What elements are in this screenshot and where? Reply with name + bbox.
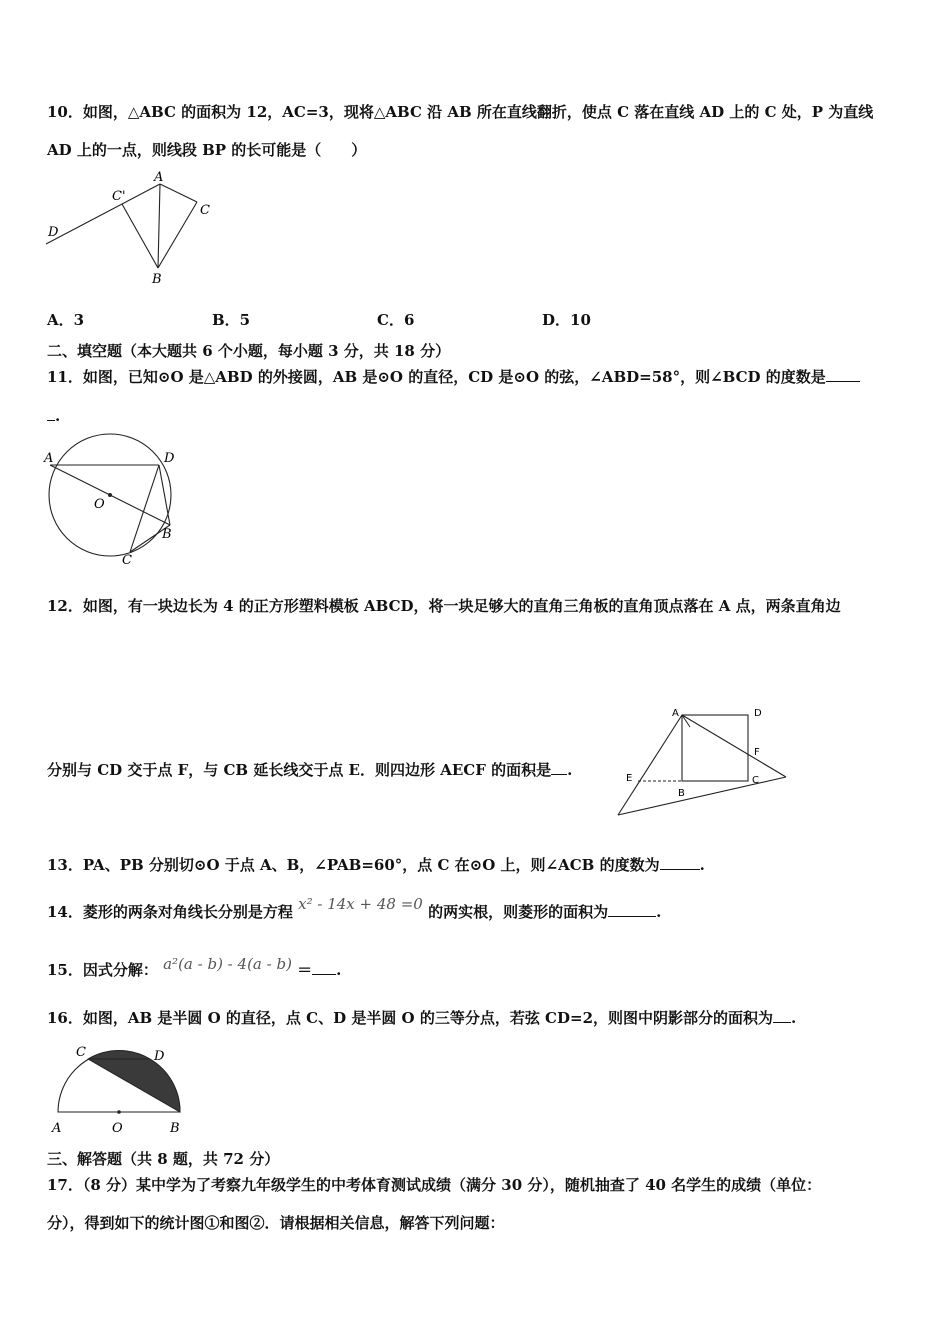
q10-line2: AD 上的一点，则线段 BP 的长可能是（ ） (47, 141, 367, 159)
q11-figure (42, 432, 182, 568)
q16-tail: . (791, 1009, 797, 1027)
q13-answer-blank (660, 855, 700, 870)
q10-label-d: D (48, 225, 59, 240)
q12-answer-blank (551, 760, 567, 775)
q10-option-c: C．6 (377, 311, 415, 329)
q12-line2 (47, 760, 572, 780)
q13-text: 13．PA、PB 分别切⊙O 于点 A、B，∠PAB=60°，点 C 在⊙O 上，则∠ACB 的度数为 (47, 856, 660, 874)
q16-text: 16．如图，AB 是半圆 O 的直径，点 C、D 是半圆 O 的三等分点，若弦 CD=2，则图中阴影部分的面积为 (47, 1009, 774, 1027)
q14-tail: . (656, 903, 662, 921)
q10-option-b: B．5 (212, 311, 251, 329)
q14-equation: x² - 14x + 48 =0 (298, 895, 423, 913)
q12-label-b: B (678, 788, 685, 799)
q11-line1 (47, 367, 860, 387)
q15-line (47, 955, 342, 980)
q11-label-d: D (164, 451, 175, 466)
q10-label-b: B (152, 272, 162, 287)
q17-line1: 17．（8 分）某中学为了考察九年级学生的中考体育测试成绩（满分 30 分），随机抽查了 40 名学生的成绩（单位： (47, 1176, 822, 1194)
q15-tail: . (336, 961, 342, 979)
section3-heading: 三、解答题（共 8 题，共 72 分） (47, 1150, 280, 1168)
q16-label-a: A (52, 1121, 62, 1136)
q12-label-c: C (752, 775, 759, 786)
q12-label-e: E (626, 773, 633, 784)
q12-line1: 12．如图，有一块边长为 4 的正方形塑料模板 ABCD，将一块足够大的直角三角板的直角顶点落在 A 点，两条直角边 (47, 597, 841, 615)
q11-answer-blank (826, 367, 860, 382)
q11-line2 (47, 406, 60, 426)
q10-option-d: D．10 (542, 311, 591, 329)
q10-label-c-prime: C' (112, 189, 126, 204)
q11-text: 11．如图，已知⊙O 是△ABD 的外接圆，AB 是⊙O 的直径，CD 是⊙O 的弦，∠ABD=58°，则∠BCD 的度数是 (47, 368, 826, 386)
q10-figure (42, 168, 222, 292)
q12-label-f: F (754, 747, 760, 758)
q15-prefix: 15．因式分解： (47, 961, 158, 979)
q14-prefix: 14．菱形的两条对角线长分别是方程 (47, 903, 293, 921)
q16-label-b: B (170, 1121, 180, 1136)
q16-line (47, 1008, 796, 1028)
q10-option-a: A．3 (47, 311, 85, 329)
q13-line (47, 855, 705, 875)
q14-line (47, 895, 662, 922)
q12-label-a: A (672, 708, 679, 719)
q16-answer-blank (773, 1008, 791, 1023)
q15-answer-blank (312, 960, 336, 975)
q12-label-d: D (754, 708, 762, 719)
q10-label-c: C (200, 203, 210, 218)
q11-label-o: O (94, 497, 105, 512)
q12-tail: . (567, 761, 573, 779)
q14-answer-blank (608, 902, 656, 917)
q11-answer-blank-cont (47, 406, 55, 421)
q13-tail: . (699, 856, 705, 874)
q12-text: 分别与 CD 交于点 F，与 CB 延长线交于点 E．则四边形 AECF 的面积是 (47, 761, 552, 779)
q10-label-a: A (154, 170, 164, 185)
q14-suffix: 的两实根，则菱形的面积为 (428, 903, 609, 921)
q16-figure (46, 1040, 196, 1136)
q15-equals: ＝ (297, 961, 313, 979)
q16-label-c: C (76, 1045, 86, 1060)
section2-heading: 二、填空题（本大题共 6 个小题，每小题 3 分，共 18 分） (47, 342, 451, 360)
q16-label-o: O (112, 1121, 123, 1136)
q10-line1: 10．如图，△ABC 的面积为 12，AC=3，现将△ABC 沿 AB 所在直线翻折，使点 C 落在直线 AD 上的 C 处，P 为直线 (47, 103, 874, 121)
q17-line2: 分），得到如下的统计图①和图②．请根据相关信息，解答下列问题： (47, 1214, 505, 1232)
q11-label-c: C (122, 553, 132, 568)
q15-expression: a²(a - b) - 4(a - b) (163, 955, 292, 973)
q11-tail: . (55, 407, 61, 425)
q11-label-a: A (44, 451, 54, 466)
q12-figure (612, 703, 792, 821)
q16-label-d: D (154, 1049, 165, 1064)
q11-label-b: B (162, 527, 172, 542)
